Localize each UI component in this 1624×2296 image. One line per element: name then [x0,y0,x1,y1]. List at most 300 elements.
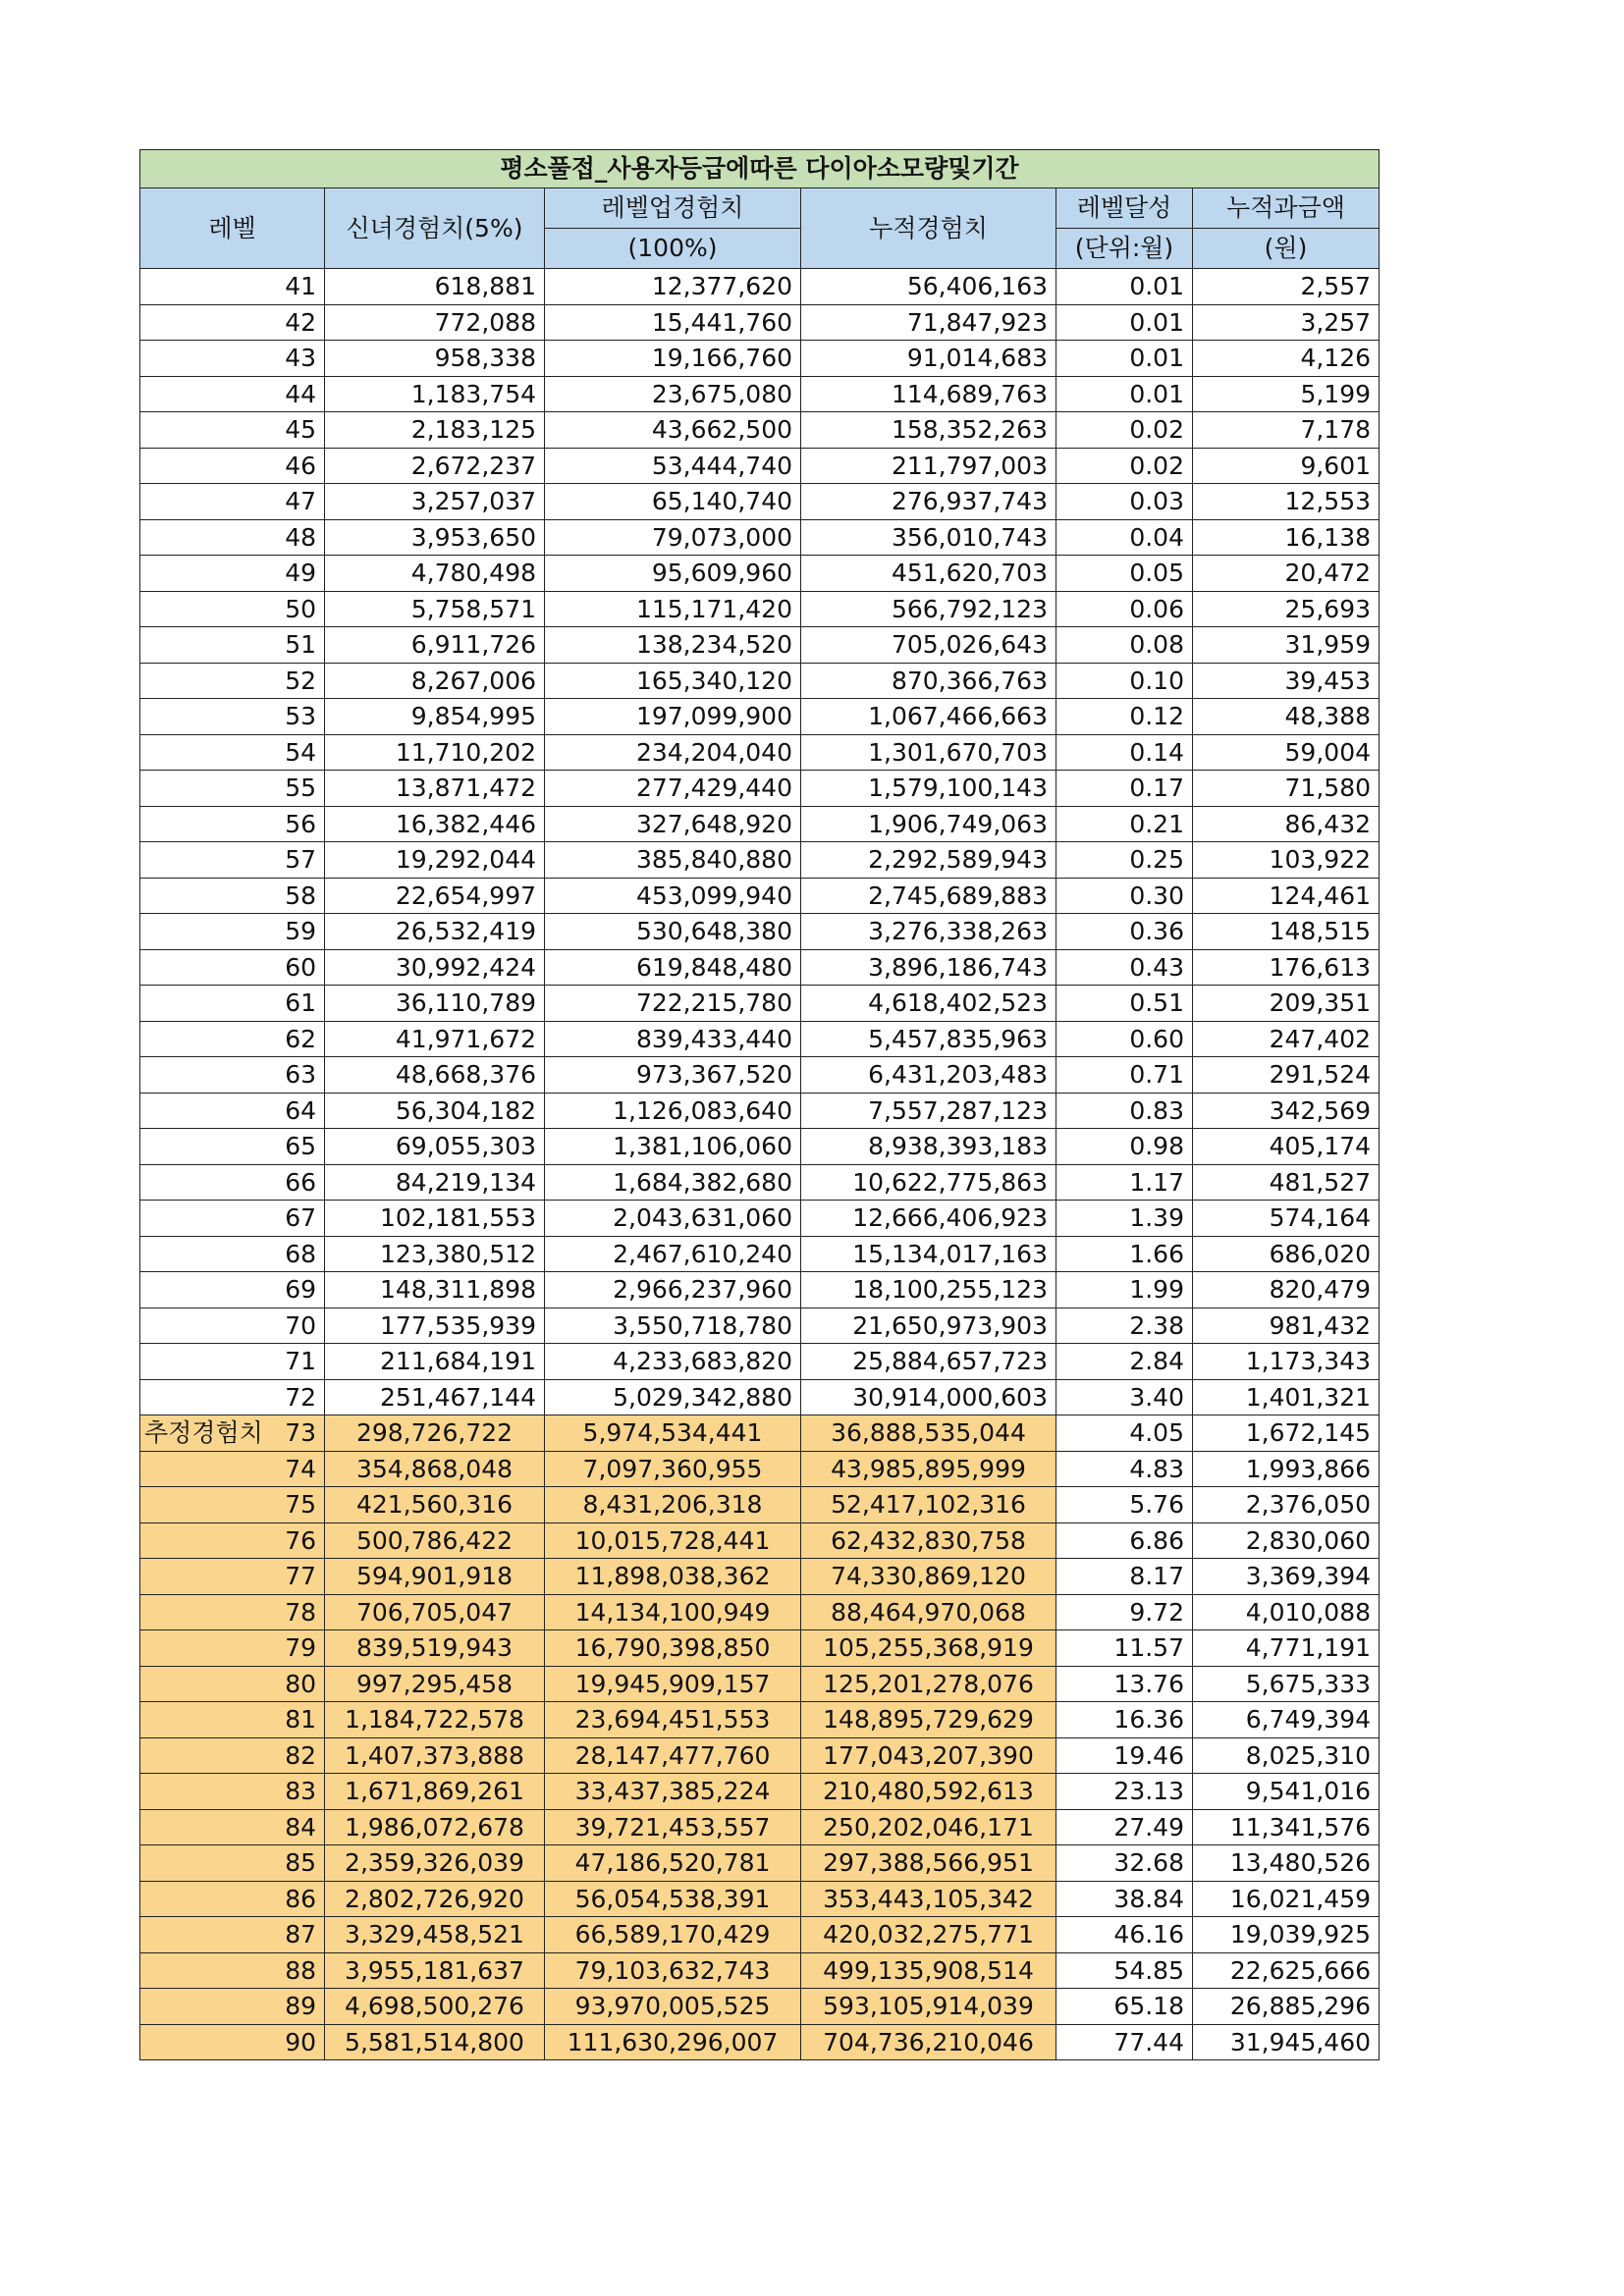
cumulative-charge-cell: 16,021,459 [1193,1881,1380,1917]
table-row [140,341,1380,377]
cumulative-charge-cell: 4,771,191 [1193,1630,1380,1667]
achieve-months-cell: 32.68 [1056,1845,1193,1882]
cumulative-charge-cell: 39,453 [1193,663,1380,699]
achieve-months-cell: 4.83 [1056,1451,1193,1487]
shinyeo-exp-cell: 84,219,134 [325,1164,545,1201]
cumulative-exp-cell: 353,443,105,342 [801,1881,1056,1917]
table-row [140,1737,1380,1774]
cumulative-charge-cell: 71,580 [1193,771,1380,807]
cumulative-exp-cell: 43,985,895,999 [801,1451,1056,1487]
table-row [140,1308,1380,1344]
shinyeo-exp-cell: 3,329,458,521 [325,1917,545,1953]
table-row [140,842,1380,879]
shinyeo-exp-cell: 69,055,303 [325,1129,545,1165]
table-row [140,412,1380,449]
table-row [140,1594,1380,1630]
shinyeo-exp-cell: 36,110,789 [325,986,545,1022]
shinyeo-exp-cell: 148,311,898 [325,1272,545,1308]
table-row [140,1522,1380,1559]
cumulative-charge-cell: 2,376,050 [1193,1487,1380,1523]
cumulative-charge-cell: 86,432 [1193,806,1380,842]
shinyeo-exp-cell: 3,955,181,637 [325,1952,545,1989]
cumulative-exp-cell: 3,276,338,263 [801,914,1056,950]
levelup-exp-cell: 277,429,440 [545,771,801,807]
levelup-exp-cell: 93,970,005,525 [545,1989,801,2025]
cumulative-charge-cell: 5,675,333 [1193,1666,1380,1702]
shinyeo-exp-cell: 354,868,048 [325,1451,545,1487]
shinyeo-exp-cell: 123,380,512 [325,1236,545,1272]
table-row [140,1415,1380,1452]
levelup-exp-cell: 165,340,120 [545,663,801,699]
achieve-months-cell: 9.72 [1056,1594,1193,1630]
level-cell: 60 [140,949,325,986]
cumulative-exp-cell: 250,202,046,171 [801,1809,1056,1845]
cumulative-charge-cell: 981,432 [1193,1308,1380,1344]
cumulative-exp-cell: 276,937,743 [801,484,1056,520]
shinyeo-exp-cell: 1,183,754 [325,376,545,412]
achieve-months-cell: 0.60 [1056,1021,1193,1057]
level-cell: 83 [140,1774,325,1810]
table-row [140,771,1380,807]
shinyeo-exp-cell: 6,911,726 [325,627,545,664]
achieve-months-cell: 0.01 [1056,269,1193,305]
cumulative-charge-cell: 342,569 [1193,1093,1380,1129]
cumulative-exp-cell: 177,043,207,390 [801,1737,1056,1774]
levelup-exp-cell: 8,431,206,318 [545,1487,801,1523]
achieve-months-cell: 16.36 [1056,1702,1193,1738]
shinyeo-exp-cell: 11,710,202 [325,734,545,771]
cumulative-charge-cell: 124,461 [1193,878,1380,914]
table-row [140,1702,1380,1738]
cumulative-exp-cell: 705,026,643 [801,627,1056,664]
achieve-months-cell: 0.10 [1056,663,1193,699]
shinyeo-exp-cell: 2,802,726,920 [325,1881,545,1917]
cumulative-exp-cell: 36,888,535,044 [801,1415,1056,1452]
cumulative-charge-cell: 103,922 [1193,842,1380,879]
cumulative-charge-cell: 3,257 [1193,304,1380,341]
level-cell: 56 [140,806,325,842]
cumulative-exp-cell: 451,620,703 [801,556,1056,592]
achieve-months-cell: 0.25 [1056,842,1193,879]
level-cell: 52 [140,663,325,699]
achieve-months-cell: 77.44 [1056,2024,1193,2060]
levelup-exp-cell: 43,662,500 [545,412,801,449]
shinyeo-exp-cell: 4,698,500,276 [325,1989,545,2025]
cumulative-charge-cell: 4,126 [1193,341,1380,377]
level-cell: 42 [140,304,325,341]
table-row [140,1451,1380,1487]
cumulative-charge-cell: 481,527 [1193,1164,1380,1201]
shinyeo-exp-cell: 4,780,498 [325,556,545,592]
cumulative-charge-cell: 31,945,460 [1193,2024,1380,2060]
header-level-achieve-unit: (단위:월) [1056,229,1193,269]
achieve-months-cell: 5.76 [1056,1487,1193,1523]
achieve-months-cell: 0.01 [1056,304,1193,341]
levelup-exp-cell: 530,648,380 [545,914,801,950]
cumulative-charge-cell: 1,993,866 [1193,1451,1380,1487]
cumulative-exp-cell: 88,464,970,068 [801,1594,1056,1630]
shinyeo-exp-cell: 3,953,650 [325,519,545,556]
levelup-exp-cell: 39,721,453,557 [545,1809,801,1845]
achieve-months-cell: 0.05 [1056,556,1193,592]
achieve-months-cell: 46.16 [1056,1917,1193,1953]
cumulative-exp-cell: 593,105,914,039 [801,1989,1056,2025]
cumulative-charge-cell: 31,959 [1193,627,1380,664]
cumulative-charge-cell: 25,693 [1193,591,1380,627]
shinyeo-exp-cell: 5,758,571 [325,591,545,627]
cumulative-charge-cell: 176,613 [1193,949,1380,986]
achieve-months-cell: 3.40 [1056,1379,1193,1415]
cumulative-charge-cell: 209,351 [1193,986,1380,1022]
shinyeo-exp-cell: 102,181,553 [325,1201,545,1237]
cumulative-exp-cell: 704,736,210,046 [801,2024,1056,2060]
level-cell: 89 [140,1989,325,2025]
cumulative-charge-cell: 9,541,016 [1193,1774,1380,1810]
level-cell: 61 [140,986,325,1022]
levelup-exp-cell: 2,467,610,240 [545,1236,801,1272]
shinyeo-exp-cell: 1,407,373,888 [325,1737,545,1774]
levelup-exp-cell: 839,433,440 [545,1021,801,1057]
levelup-exp-cell: 722,215,780 [545,986,801,1022]
levelup-exp-cell: 115,171,420 [545,591,801,627]
shinyeo-exp-cell: 594,901,918 [325,1559,545,1595]
cumulative-exp-cell: 114,689,763 [801,376,1056,412]
cumulative-charge-cell: 9,601 [1193,448,1380,484]
level-cell: 86 [140,1881,325,1917]
levelup-exp-cell: 14,134,100,949 [545,1594,801,1630]
level-cell: 69 [140,1272,325,1308]
shinyeo-exp-cell: 500,786,422 [325,1522,545,1559]
cumulative-exp-cell: 499,135,908,514 [801,1952,1056,1989]
table-row [140,663,1380,699]
level-cell: 78 [140,1594,325,1630]
shinyeo-exp-cell: 8,267,006 [325,663,545,699]
levelup-exp-cell: 1,381,106,060 [545,1129,801,1165]
cumulative-charge-cell: 48,388 [1193,699,1380,735]
levelup-exp-cell: 79,073,000 [545,519,801,556]
shinyeo-exp-cell: 9,854,995 [325,699,545,735]
level-cell: 70 [140,1308,325,1344]
levelup-exp-cell: 47,186,520,781 [545,1845,801,1882]
table-row [140,1666,1380,1702]
level-cell: 57 [140,842,325,879]
achieve-months-cell: 0.08 [1056,627,1193,664]
levelup-exp-cell: 19,166,760 [545,341,801,377]
achieve-months-cell: 2.38 [1056,1308,1193,1344]
cumulative-exp-cell: 12,666,406,923 [801,1201,1056,1237]
cumulative-exp-cell: 71,847,923 [801,304,1056,341]
levelup-exp-cell: 23,694,451,553 [545,1702,801,1738]
table-row [140,878,1380,914]
achieve-months-cell: 19.46 [1056,1737,1193,1774]
achieve-months-cell: 38.84 [1056,1881,1193,1917]
level-cell: 79 [140,1630,325,1667]
table-row [140,1881,1380,1917]
header-shinyeo-exp: 신녀경험치(5%) [325,188,545,269]
cumulative-charge-cell: 1,672,145 [1193,1415,1380,1452]
cumulative-charge-cell: 1,401,321 [1193,1379,1380,1415]
level-cell: 51 [140,627,325,664]
level-cell: 58 [140,878,325,914]
achieve-months-cell: 27.49 [1056,1809,1193,1845]
achieve-months-cell: 65.18 [1056,1989,1193,2025]
table-row [140,949,1380,986]
level-cell: 45 [140,412,325,449]
level-cell: 55 [140,771,325,807]
cumulative-charge-cell: 405,174 [1193,1129,1380,1165]
cumulative-charge-cell: 6,749,394 [1193,1702,1380,1738]
table-row [140,1774,1380,1810]
table-row [140,1201,1380,1237]
achieve-months-cell: 54.85 [1056,1952,1193,1989]
shinyeo-exp-cell: 30,992,424 [325,949,545,986]
levelup-exp-cell: 619,848,480 [545,949,801,986]
cumulative-charge-cell: 13,480,526 [1193,1845,1380,1882]
cumulative-charge-cell: 4,010,088 [1193,1594,1380,1630]
cumulative-exp-cell: 5,457,835,963 [801,1021,1056,1057]
table-row [140,1236,1380,1272]
table-row [140,1989,1380,2025]
levelup-exp-cell: 53,444,740 [545,448,801,484]
levelup-exp-cell: 973,367,520 [545,1057,801,1094]
achieve-months-cell: 0.02 [1056,412,1193,449]
achieve-months-cell: 0.14 [1056,734,1193,771]
levelup-exp-cell: 66,589,170,429 [545,1917,801,1953]
table-row [140,734,1380,771]
achieve-months-cell: 0.71 [1056,1057,1193,1094]
levelup-exp-cell: 2,966,237,960 [545,1272,801,1308]
cumulative-exp-cell: 3,896,186,743 [801,949,1056,986]
level-cell: 59 [140,914,325,950]
achieve-months-cell: 2.84 [1056,1344,1193,1380]
achieve-months-cell: 0.21 [1056,806,1193,842]
shinyeo-exp-cell: 298,726,722 [325,1415,545,1452]
header-level-achieve: 레벨달성 [1056,188,1193,229]
cumulative-exp-cell: 1,906,749,063 [801,806,1056,842]
levelup-exp-cell: 79,103,632,743 [545,1952,801,1989]
level-cell: 47 [140,484,325,520]
level-cell: 46 [140,448,325,484]
cumulative-exp-cell: 125,201,278,076 [801,1666,1056,1702]
achieve-months-cell: 0.36 [1056,914,1193,950]
cumulative-exp-cell: 4,618,402,523 [801,986,1056,1022]
level-cell: 81 [140,1702,325,1738]
table-row [140,591,1380,627]
cumulative-exp-cell: 356,010,743 [801,519,1056,556]
achieve-months-cell: 0.03 [1056,484,1193,520]
table-row [140,1559,1380,1595]
header-cumulative-exp: 누적경험치 [801,188,1056,269]
levelup-exp-cell: 33,437,385,224 [545,1774,801,1810]
shinyeo-exp-cell: 706,705,047 [325,1594,545,1630]
achieve-months-cell: 0.12 [1056,699,1193,735]
shinyeo-exp-cell: 26,532,419 [325,914,545,950]
levelup-exp-cell: 19,945,909,157 [545,1666,801,1702]
header-row-1 [140,188,1380,229]
cumulative-exp-cell: 15,134,017,163 [801,1236,1056,1272]
achieve-months-cell: 1.39 [1056,1201,1193,1237]
header-cumulative-charge: 누적과금액 [1193,188,1380,229]
achieve-months-cell: 0.83 [1056,1093,1193,1129]
cumulative-charge-cell: 16,138 [1193,519,1380,556]
cumulative-exp-cell: 210,480,592,613 [801,1774,1056,1810]
cumulative-exp-cell: 74,330,869,120 [801,1559,1056,1595]
achieve-months-cell: 0.51 [1056,986,1193,1022]
shinyeo-exp-cell: 19,292,044 [325,842,545,879]
shinyeo-exp-cell: 251,467,144 [325,1379,545,1415]
achieve-months-cell: 23.13 [1056,1774,1193,1810]
level-cell: 88 [140,1952,325,1989]
shinyeo-exp-cell: 16,382,446 [325,806,545,842]
shinyeo-exp-cell: 839,519,943 [325,1630,545,1667]
table-row [140,304,1380,341]
level-cell: 90 [140,2024,325,2060]
table-row [140,1093,1380,1129]
table-row [140,1021,1380,1057]
levelup-exp-cell: 12,377,620 [545,269,801,305]
achieve-months-cell: 0.98 [1056,1129,1193,1165]
levelup-exp-cell: 2,043,631,060 [545,1201,801,1237]
table-title: 평소풀접_사용자등급에따른 다이아소모량및기간 [140,150,1380,188]
levelup-exp-cell: 138,234,520 [545,627,801,664]
level-cell: 82 [140,1737,325,1774]
cumulative-exp-cell: 62,432,830,758 [801,1522,1056,1559]
table-row [140,1809,1380,1845]
shinyeo-exp-cell: 13,871,472 [325,771,545,807]
exp-table [139,149,1380,2060]
cumulative-exp-cell: 18,100,255,123 [801,1272,1056,1308]
cumulative-charge-cell: 8,025,310 [1193,1737,1380,1774]
cumulative-exp-cell: 566,792,123 [801,591,1056,627]
level-cell: 67 [140,1201,325,1237]
cumulative-charge-cell: 247,402 [1193,1021,1380,1057]
shinyeo-exp-cell: 2,359,326,039 [325,1845,545,1882]
table-row [140,1952,1380,1989]
level-cell [140,1415,325,1452]
cumulative-charge-cell: 12,553 [1193,484,1380,520]
achieve-months-cell: 4.05 [1056,1415,1193,1452]
achieve-months-cell: 0.01 [1056,341,1193,377]
levelup-exp-cell: 1,684,382,680 [545,1164,801,1201]
level-cell: 63 [140,1057,325,1094]
header-levelup-exp-unit: (100%) [545,229,801,269]
cumulative-exp-cell: 56,406,163 [801,269,1056,305]
cumulative-charge-cell: 2,830,060 [1193,1522,1380,1559]
table-row [140,1344,1380,1380]
levelup-exp-cell: 197,099,900 [545,699,801,735]
table-row [140,1630,1380,1667]
table-row [140,1379,1380,1415]
shinyeo-exp-cell: 5,581,514,800 [325,2024,545,2060]
level-cell: 68 [140,1236,325,1272]
table-row [140,806,1380,842]
shinyeo-exp-cell: 1,671,869,261 [325,1774,545,1810]
levelup-exp-cell: 65,140,740 [545,484,801,520]
cumulative-exp-cell: 25,884,657,723 [801,1344,1056,1380]
level-cell: 44 [140,376,325,412]
table-row [140,484,1380,520]
achieve-months-cell: 0.30 [1056,878,1193,914]
table-row [140,376,1380,412]
shinyeo-exp-cell: 997,295,458 [325,1666,545,1702]
table-row [140,1057,1380,1094]
achieve-months-cell: 1.66 [1056,1236,1193,1272]
cumulative-charge-cell: 26,885,296 [1193,1989,1380,2025]
table-row [140,914,1380,950]
level-cell: 54 [140,734,325,771]
shinyeo-exp-cell: 618,881 [325,269,545,305]
shinyeo-exp-cell: 958,338 [325,341,545,377]
cumulative-exp-cell: 297,388,566,951 [801,1845,1056,1882]
level-cell: 64 [140,1093,325,1129]
cumulative-charge-cell: 5,199 [1193,376,1380,412]
cumulative-exp-cell: 420,032,275,771 [801,1917,1056,1953]
achieve-months-cell: 0.06 [1056,591,1193,627]
cumulative-exp-cell: 7,557,287,123 [801,1093,1056,1129]
shinyeo-exp-cell: 421,560,316 [325,1487,545,1523]
cumulative-exp-cell: 30,914,000,603 [801,1379,1056,1415]
cumulative-charge-cell: 22,625,666 [1193,1952,1380,1989]
levelup-exp-cell: 11,898,038,362 [545,1559,801,1595]
cumulative-exp-cell: 870,366,763 [801,663,1056,699]
cumulative-exp-cell: 158,352,263 [801,412,1056,449]
header-cumulative-charge-unit: (원) [1193,229,1380,269]
level-value: 73 [285,1418,316,1448]
cumulative-charge-cell: 59,004 [1193,734,1380,771]
cumulative-charge-cell: 1,173,343 [1193,1344,1380,1380]
table-row [140,627,1380,664]
title-row [140,150,1380,188]
level-cell: 87 [140,1917,325,1953]
level-cell: 43 [140,341,325,377]
table-row [140,1129,1380,1165]
shinyeo-exp-cell: 3,257,037 [325,484,545,520]
level-cell: 66 [140,1164,325,1201]
level-cell: 84 [140,1809,325,1845]
level-cell: 49 [140,556,325,592]
achieve-months-cell: 0.01 [1056,376,1193,412]
cumulative-exp-cell: 105,255,368,919 [801,1630,1056,1667]
achieve-months-cell: 8.17 [1056,1559,1193,1595]
table-row [140,1487,1380,1523]
level-cell: 48 [140,519,325,556]
level-cell: 72 [140,1379,325,1415]
cumulative-charge-cell: 7,178 [1193,412,1380,449]
cumulative-exp-cell: 6,431,203,483 [801,1057,1056,1094]
levelup-exp-cell: 10,015,728,441 [545,1522,801,1559]
estimate-label: 추정경험치 [144,1418,263,1448]
cumulative-charge-cell: 148,515 [1193,914,1380,950]
level-cell: 62 [140,1021,325,1057]
shinyeo-exp-cell: 177,535,939 [325,1308,545,1344]
cumulative-exp-cell: 8,938,393,183 [801,1129,1056,1165]
cumulative-exp-cell: 1,579,100,143 [801,771,1056,807]
shinyeo-exp-cell: 2,183,125 [325,412,545,449]
cumulative-exp-cell: 52,417,102,316 [801,1487,1056,1523]
shinyeo-exp-cell: 1,184,722,578 [325,1702,545,1738]
levelup-exp-cell: 56,054,538,391 [545,1881,801,1917]
header-level: 레벨 [140,188,325,269]
achieve-months-cell: 0.04 [1056,519,1193,556]
level-cell: 71 [140,1344,325,1380]
level-cell: 76 [140,1522,325,1559]
achieve-months-cell: 13.76 [1056,1666,1193,1702]
levelup-exp-cell: 3,550,718,780 [545,1308,801,1344]
achieve-months-cell: 1.17 [1056,1164,1193,1201]
levelup-exp-cell: 28,147,477,760 [545,1737,801,1774]
shinyeo-exp-cell: 48,668,376 [325,1057,545,1094]
cumulative-charge-cell: 686,020 [1193,1236,1380,1272]
